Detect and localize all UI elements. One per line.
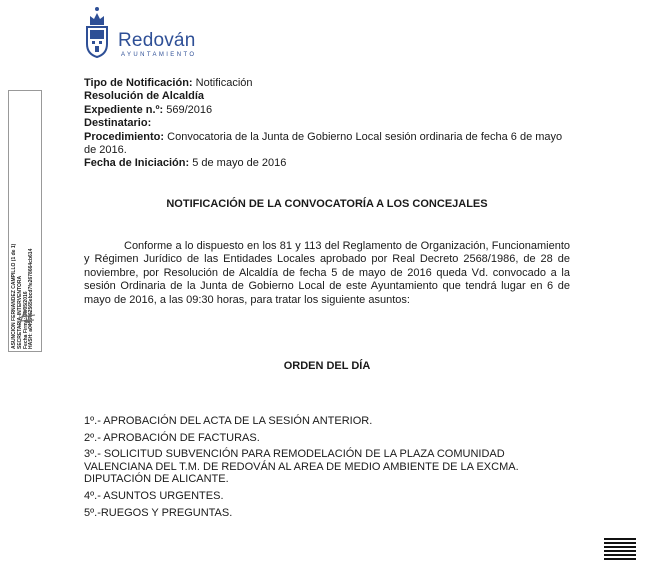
signature-hash: HASH: a0435762565ebcd7fe2678664cb614 <box>28 248 35 349</box>
agenda-item <box>84 507 570 520</box>
convocation-paragraph: Conforme a lo dispuesto en los 81 y 113 del Reglamento de Organización, Funcionamiento y Régimen Jurídico de las Entidades Locales aprobado por Real Decreto 2568/1986, de 28 de noviembre, por Resolución de Alcaldía de fecha 5 de mayo de 2016 queda Vd. convocado a la sesión Ordinaria de la Junta de Gobierno Local de este Ayuntamiento que tendrá lugar en 6 de mayo de 2016, a las 09:30 horas, para tratar los siguiente asuntos: <box>84 240 570 306</box>
fecha-row <box>84 157 564 170</box>
fecha-label: Fecha de Iniciación: <box>84 157 190 170</box>
procedimiento-row <box>84 131 564 158</box>
agenda-item <box>84 490 570 503</box>
handwritten-signature-icon <box>15 305 39 331</box>
expediente-label: Expediente n.º: <box>84 103 164 116</box>
signer-role: SECRETARIA-INTERVENTORA <box>16 275 23 349</box>
notification-metadata <box>84 77 564 171</box>
resolucion-row <box>84 90 564 103</box>
procedimiento-label: Procedimiento: <box>84 130 165 143</box>
tipo-label: Tipo de Notificación: <box>84 77 193 89</box>
agenda-list <box>84 415 570 523</box>
document-title: NOTIFICACIÓN DE LA CONVOCATORÍA A LOS CONCEJALES <box>166 198 488 210</box>
tipo-row <box>84 77 564 90</box>
municipality-subtitle: AYUNTAMIENTO <box>121 52 197 58</box>
destinatario-label: Destinatario: <box>84 117 152 130</box>
resolucion-label: Resolución de Alcaldía <box>84 90 205 103</box>
agenda-item <box>84 415 570 428</box>
agenda-item-text: 5º.-RUEGOS Y PREGUNTAS. <box>84 506 233 519</box>
signature-date: Fecha Firma: 06/05/2016 <box>22 291 29 349</box>
destinatario-row <box>84 117 564 130</box>
agenda-item <box>84 432 570 445</box>
signer-name: ASUNCION FERNANDEZ CAMPILLO (1 de 1) <box>11 243 17 349</box>
agenda-item-text: 2º.- APROBACIÓN DE FACTURAS. <box>84 431 260 444</box>
expediente-row <box>84 104 564 117</box>
procedimiento-value: Convocatoria de la Junta de Gobierno Local sesión ordinaria de fecha 6 de mayo de 2016. <box>84 130 563 157</box>
fecha-value: 5 de mayo de 2016 <box>189 157 287 170</box>
expediente-value: 569/2016 <box>163 103 213 116</box>
orden-del-dia-title: ORDEN DEL DÍA <box>283 360 371 372</box>
agenda-item-text: 4º.- ASUNTOS URGENTES. <box>84 489 224 502</box>
tipo-value: Notificación <box>192 77 253 89</box>
agenda-item-text: 1º.- APROBACIÓN DEL ACTA DE LA SESIÓN ANTERIOR. <box>84 415 373 427</box>
agenda-item <box>84 448 570 486</box>
agenda-item-text: 3º.- SOLICITUD SUBVENCIÓN PARA REMODELACIÓN DE LA PLAZA COMUNIDAD VALENCIANA DEL T.M. DE REDOVÁN AL AREA DE MEDIO AMBIENTE DE LA EXCMA. DIPUTACIÓN DE ALICANTE. <box>84 448 519 486</box>
municipality-name: Redován <box>118 30 196 51</box>
barcode-icon <box>604 538 636 562</box>
signature-sidebar <box>8 90 42 352</box>
